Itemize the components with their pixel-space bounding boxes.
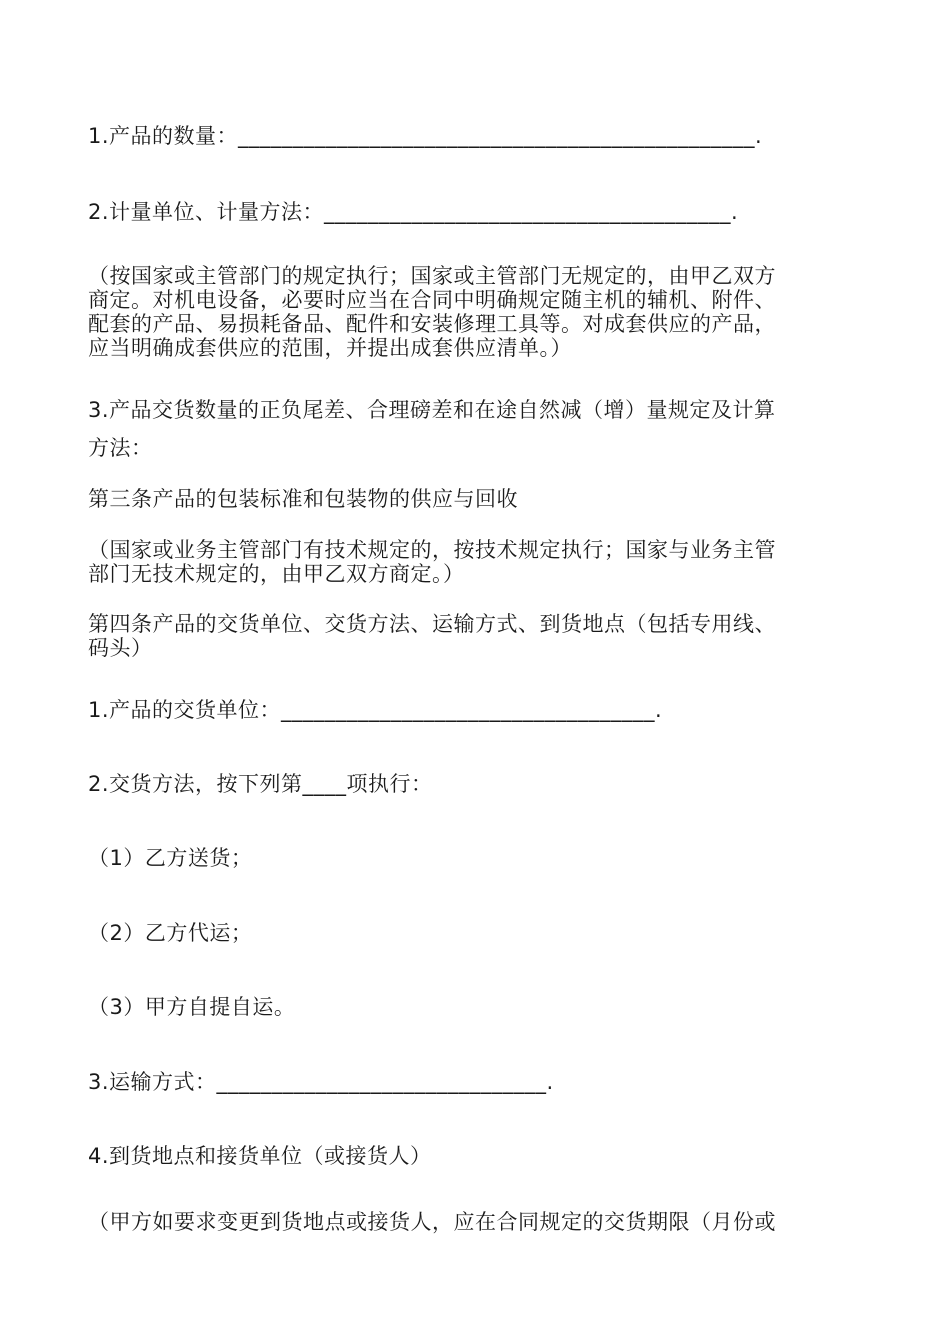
note-paragraph-1-line-3: 配套的产品、易损耗备品、配件和安装修理工具等。对成套供应的产品， [88, 312, 776, 336]
article-four-heading-line-1: 第四条产品的交货单位、交货方法、运输方式、到货地点（包括专用线、 [88, 612, 776, 636]
note-paragraph-1-line-1: （按国家或主管部门的规定执行；国家或主管部门无规定的，由甲乙双方 [88, 264, 776, 288]
note-paragraph-3-line-1: （甲方如要求变更到货地点或接货人，应在合同规定的交货期限（月份或 [88, 1210, 776, 1234]
option-seller-delivery: （1）乙方送货； [88, 846, 253, 870]
article-four-heading-line-2: 码头） [88, 636, 153, 660]
item-transport-mode: 3.运输方式：______________________________. [88, 1070, 554, 1094]
item-arrival-location: 4.到货地点和接货单位（或接货人） [88, 1144, 432, 1168]
item-product-quantity: 1.产品的数量：_______________________________________________. [88, 124, 763, 148]
note-paragraph-1-line-4: 应当明确成套供应的范围，并提出成套供应清单。） [88, 336, 572, 360]
option-buyer-pickup: （3）甲方自提自运。 [88, 995, 296, 1019]
item-delivery-tolerance-line-2: 方法： [88, 436, 153, 460]
item-measurement-unit-method: 2.计量单位、计量方法：_____________________________________. [88, 200, 739, 224]
note-paragraph-2-line-1: （国家或业务主管部门有技术规定的，按技术规定执行；国家与业务主管 [88, 538, 776, 562]
item-delivery-unit: 1.产品的交货单位：__________________________________. [88, 698, 663, 722]
item-delivery-tolerance-line-1: 3.产品交货数量的正负尾差、合理磅差和在途自然减（增）量规定及计算 [88, 398, 776, 422]
note-paragraph-2-line-2: 部门无技术规定的，由甲乙双方商定。） [88, 562, 465, 586]
note-paragraph-1-line-2: 商定。对机电设备，必要时应当在合同中明确规定随主机的辅机、附件、 [88, 288, 776, 312]
item-delivery-method: 2.交货方法，按下列第____项执行： [88, 772, 433, 796]
option-seller-shipping: （2）乙方代运； [88, 921, 253, 945]
article-three-heading: 第三条产品的包装标准和包装物的供应与回收 [88, 487, 518, 511]
